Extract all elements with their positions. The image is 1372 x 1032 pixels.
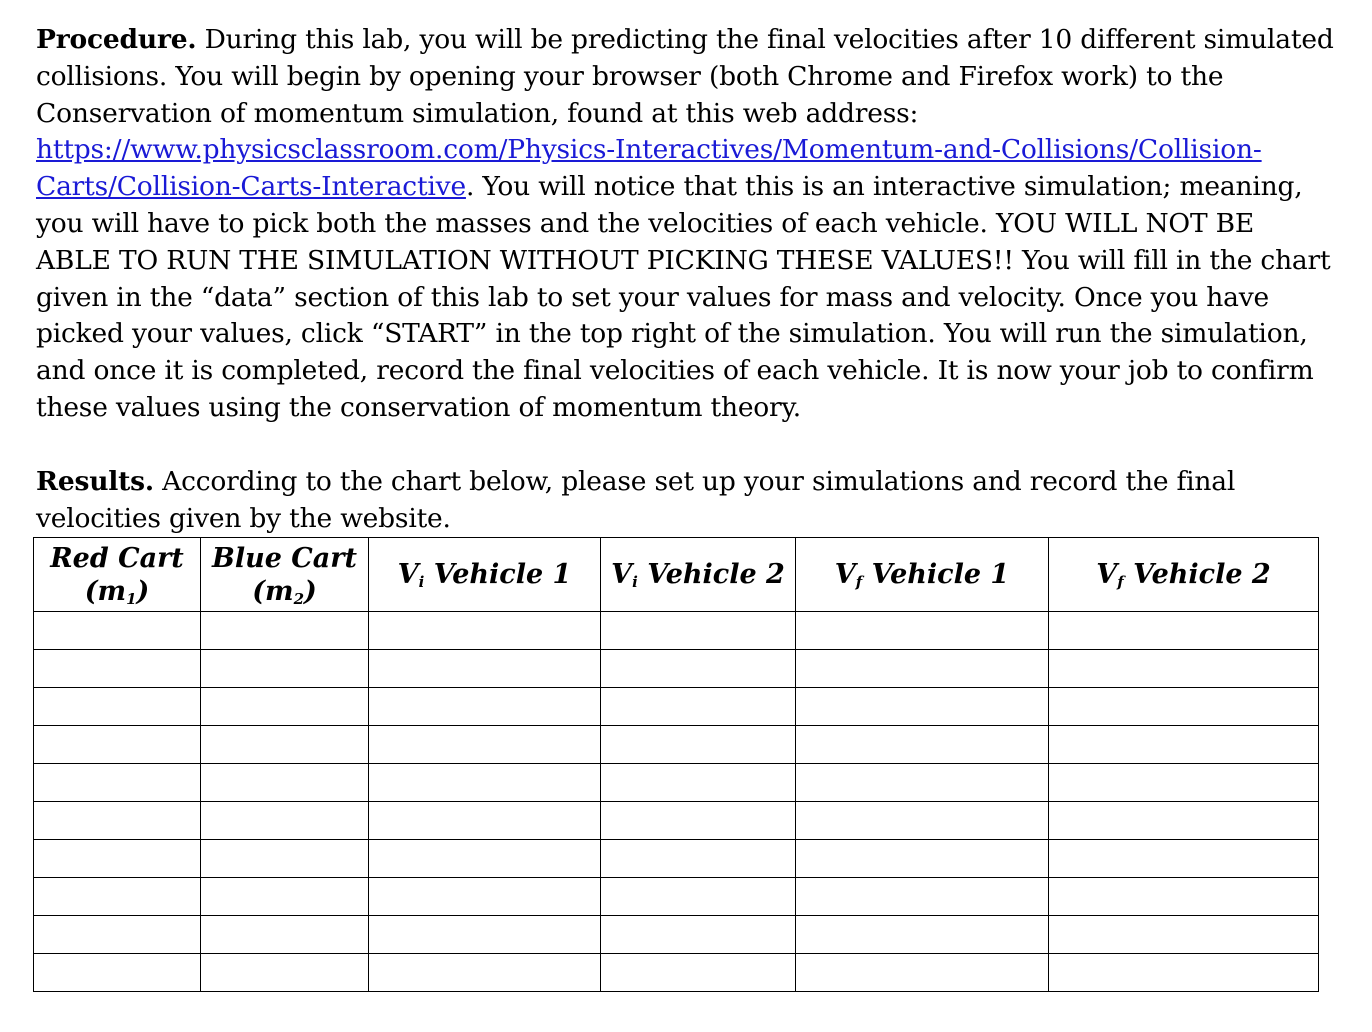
table-cell[interactable] [369, 840, 601, 878]
header-vi-vehicle-1: $V_i$ Vehicle 1 [369, 538, 601, 612]
results-text: According to the chart below, please set up your simulations and record the final velocities given by the website. [36, 465, 1236, 534]
table-cell[interactable] [34, 650, 201, 688]
table-body [34, 612, 1319, 992]
table-cell[interactable] [201, 764, 369, 802]
table-cell[interactable] [796, 650, 1049, 688]
header-blue-cart: Blue Cart $(m_2)$ [201, 538, 369, 612]
table-cell[interactable] [34, 802, 201, 840]
table-cell[interactable] [1049, 802, 1319, 840]
table-row [34, 726, 1319, 764]
table-cell[interactable] [796, 612, 1049, 650]
table-cell[interactable] [601, 726, 796, 764]
table-cell[interactable] [601, 916, 796, 954]
table-cell[interactable] [34, 688, 201, 726]
table-cell[interactable] [601, 840, 796, 878]
procedure-text-1: During this lab, you will be predicting the final velocities after 10 different simulated collisions. You will begin by opening your browser (both Chrome and Firefox work) to the Conservation of momentum simulation, found at this web address: [36, 24, 1334, 129]
header-vf-vehicle-1: $V_f$ Vehicle 1 [796, 538, 1049, 612]
table-cell[interactable] [201, 954, 369, 992]
table-row [34, 688, 1319, 726]
procedure-text-2: . You will notice that this is an interactive simulation; meaning, you will have to pick both the masses and the velocities of each vehicle. YOU WILL NOT BE ABLE TO RUN THE SIMULATION WITHOUT PICKING THESE VALUES!! You will fill in the chart given in the “data” section of this lab to set your values for mass and velocity. Once you have picked your values, click “START” in the top right of the simulation. You will run the simulation, and once it is completed, record the final velocities of each vehicle. It is now your job to confirm these values using the conservation of momentum theory. [36, 171, 1331, 423]
table-cell[interactable] [796, 802, 1049, 840]
table-cell[interactable] [369, 878, 601, 916]
results-table [33, 537, 1319, 992]
table-cell[interactable] [1049, 688, 1319, 726]
table-cell[interactable] [1049, 650, 1319, 688]
table-cell[interactable] [1049, 878, 1319, 916]
table-cell[interactable] [369, 726, 601, 764]
table-cell[interactable] [201, 650, 369, 688]
table-cell[interactable] [369, 954, 601, 992]
table-row [34, 878, 1319, 916]
procedure-heading: Procedure. [36, 24, 197, 55]
table-header-row [34, 538, 1319, 612]
table-cell[interactable] [601, 802, 796, 840]
table-cell[interactable] [369, 764, 601, 802]
table-cell[interactable] [1049, 764, 1319, 802]
table-cell[interactable] [34, 916, 201, 954]
table-cell[interactable] [369, 688, 601, 726]
table-cell[interactable] [201, 726, 369, 764]
header-vi-vehicle-2: $V_i$ Vehicle 2 [601, 538, 796, 612]
table-row [34, 650, 1319, 688]
simulation-link[interactable]: https://www.physicsclassroom.com/Physics-Interactives/Momentum-and-Collisions/Collision-Carts/Collision-Carts-Interactive [36, 134, 1262, 203]
table-cell[interactable] [796, 878, 1049, 916]
table-cell[interactable] [601, 878, 796, 916]
table-row [34, 802, 1319, 840]
table-row [34, 764, 1319, 802]
table-row [34, 612, 1319, 650]
table-cell[interactable] [201, 916, 369, 954]
table-cell[interactable] [796, 688, 1049, 726]
table-cell[interactable] [34, 954, 201, 992]
table-row [34, 916, 1319, 954]
table-cell[interactable] [1049, 612, 1319, 650]
table-cell[interactable] [369, 612, 601, 650]
table-cell[interactable] [201, 612, 369, 650]
table-cell[interactable] [201, 878, 369, 916]
table-cell[interactable] [369, 650, 601, 688]
table-cell[interactable] [601, 764, 796, 802]
table-cell[interactable] [34, 612, 201, 650]
table-cell[interactable] [1049, 840, 1319, 878]
table-cell[interactable] [601, 612, 796, 650]
table-cell[interactable] [34, 764, 201, 802]
table-cell[interactable] [1049, 726, 1319, 764]
table-cell[interactable] [601, 954, 796, 992]
table-cell[interactable] [796, 726, 1049, 764]
procedure-paragraph [36, 22, 1336, 427]
header-vf-vehicle-2: $V_f$ Vehicle 2 [1049, 538, 1319, 612]
results-heading: Results. [36, 465, 154, 497]
table-cell[interactable] [34, 726, 201, 764]
header-red-cart: Red Cart $(m_1)$ [34, 538, 201, 612]
table-cell[interactable] [201, 802, 369, 840]
table-cell[interactable] [369, 916, 601, 954]
table-cell[interactable] [601, 650, 796, 688]
table-cell[interactable] [601, 688, 796, 726]
table-cell[interactable] [34, 878, 201, 916]
document-page [36, 22, 1336, 537]
results-paragraph [36, 464, 1336, 538]
table-cell[interactable] [1049, 916, 1319, 954]
table-cell[interactable] [201, 688, 369, 726]
table-cell[interactable] [201, 840, 369, 878]
table-cell[interactable] [796, 916, 1049, 954]
table-row [34, 840, 1319, 878]
table-cell[interactable] [796, 840, 1049, 878]
table-cell[interactable] [34, 840, 201, 878]
table-cell[interactable] [1049, 954, 1319, 992]
table-row [34, 954, 1319, 992]
table-cell[interactable] [796, 954, 1049, 992]
table-cell[interactable] [796, 764, 1049, 802]
table-cell[interactable] [369, 802, 601, 840]
